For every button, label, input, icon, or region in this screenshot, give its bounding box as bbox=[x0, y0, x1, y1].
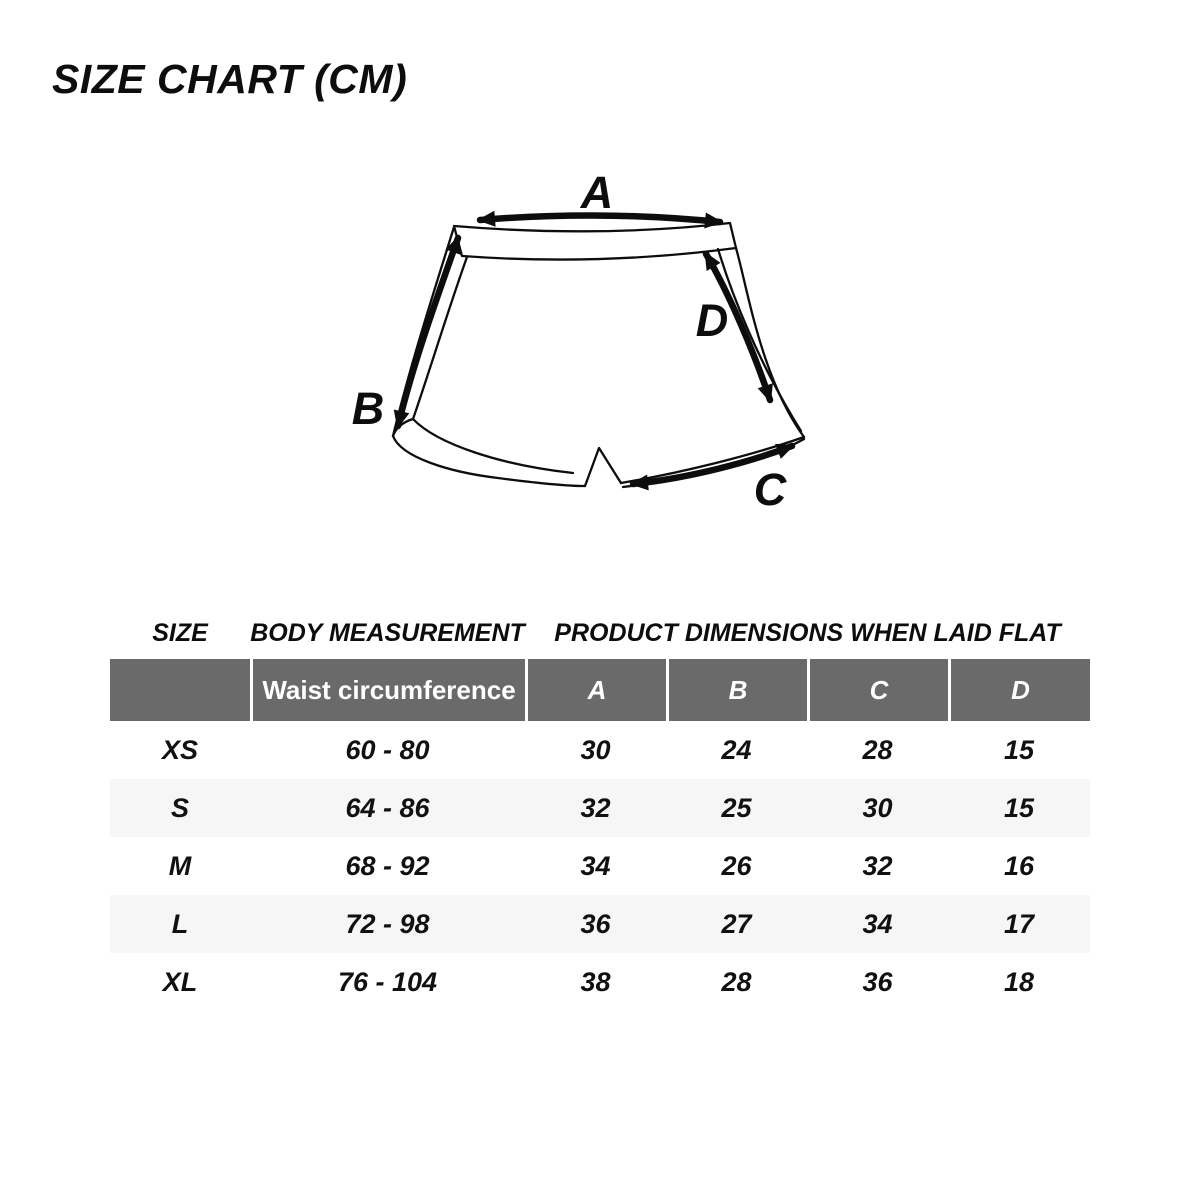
header-cell-a: A bbox=[525, 659, 666, 721]
cell-b: 25 bbox=[721, 792, 752, 823]
table-row-l bbox=[110, 895, 1090, 953]
cell-size: XS bbox=[161, 734, 199, 765]
shorts-outline bbox=[393, 223, 804, 487]
diagram-label-c: C bbox=[753, 464, 787, 515]
page-title: SIZE CHART (CM) bbox=[52, 56, 408, 102]
size-table bbox=[110, 608, 1090, 1011]
cell-a: 38 bbox=[580, 966, 611, 997]
cell-d: 17 bbox=[1003, 908, 1035, 939]
cell-c: 34 bbox=[862, 908, 893, 939]
cell-c: 30 bbox=[862, 792, 893, 823]
cell-b: 27 bbox=[721, 908, 752, 939]
table-header-row bbox=[110, 659, 1090, 721]
diagram-label-d: D bbox=[695, 295, 729, 346]
cell-b: 26 bbox=[721, 850, 752, 881]
cell-d: 18 bbox=[1003, 966, 1035, 997]
table-row-s bbox=[110, 779, 1090, 837]
cell-size: M bbox=[168, 850, 192, 881]
column-group-size: SIZE bbox=[152, 619, 208, 647]
cell-waist: 68 - 92 bbox=[345, 850, 430, 881]
cell-b: 28 bbox=[721, 966, 752, 997]
cell-c: 32 bbox=[862, 850, 893, 881]
measure-arrow-b bbox=[398, 238, 458, 426]
cell-c: 36 bbox=[862, 966, 893, 997]
header-cell-size-empty bbox=[110, 659, 250, 721]
cell-waist: 64 - 86 bbox=[345, 792, 430, 823]
cell-d: 15 bbox=[1003, 734, 1035, 765]
table-row-xl bbox=[110, 953, 1090, 1011]
cell-size: XL bbox=[162, 966, 198, 997]
cell-a: 34 bbox=[580, 850, 611, 881]
cell-d: 16 bbox=[1003, 850, 1035, 881]
diagram-label-a: A bbox=[580, 167, 614, 218]
header-cell-waist: Waist circumference bbox=[250, 659, 525, 721]
column-group-header-row bbox=[110, 608, 1090, 659]
cell-c: 28 bbox=[862, 734, 893, 765]
cell-waist: 60 - 80 bbox=[345, 734, 430, 765]
column-group-product-dimensions: PRODUCT DIMENSIONS WHEN LAID FLAT bbox=[554, 619, 1061, 647]
cell-d: 15 bbox=[1003, 792, 1035, 823]
table-row-xs bbox=[110, 721, 1090, 779]
cell-a: 36 bbox=[580, 908, 611, 939]
header-cell-b: B bbox=[666, 659, 807, 721]
cell-a: 30 bbox=[580, 734, 611, 765]
cell-size: L bbox=[171, 908, 189, 939]
header-cell-d: D bbox=[948, 659, 1090, 721]
cell-b: 24 bbox=[721, 734, 752, 765]
shorts-diagram bbox=[340, 160, 860, 520]
column-group-body-measurement: BODY MEASUREMENT bbox=[250, 619, 525, 647]
table-row-m bbox=[110, 837, 1090, 895]
cell-size: S bbox=[170, 792, 189, 823]
cell-waist: 76 - 104 bbox=[337, 966, 438, 997]
diagram-label-b: B bbox=[351, 383, 385, 434]
header-cell-c: C bbox=[807, 659, 948, 721]
cell-waist: 72 - 98 bbox=[345, 908, 430, 939]
cell-a: 32 bbox=[580, 792, 611, 823]
